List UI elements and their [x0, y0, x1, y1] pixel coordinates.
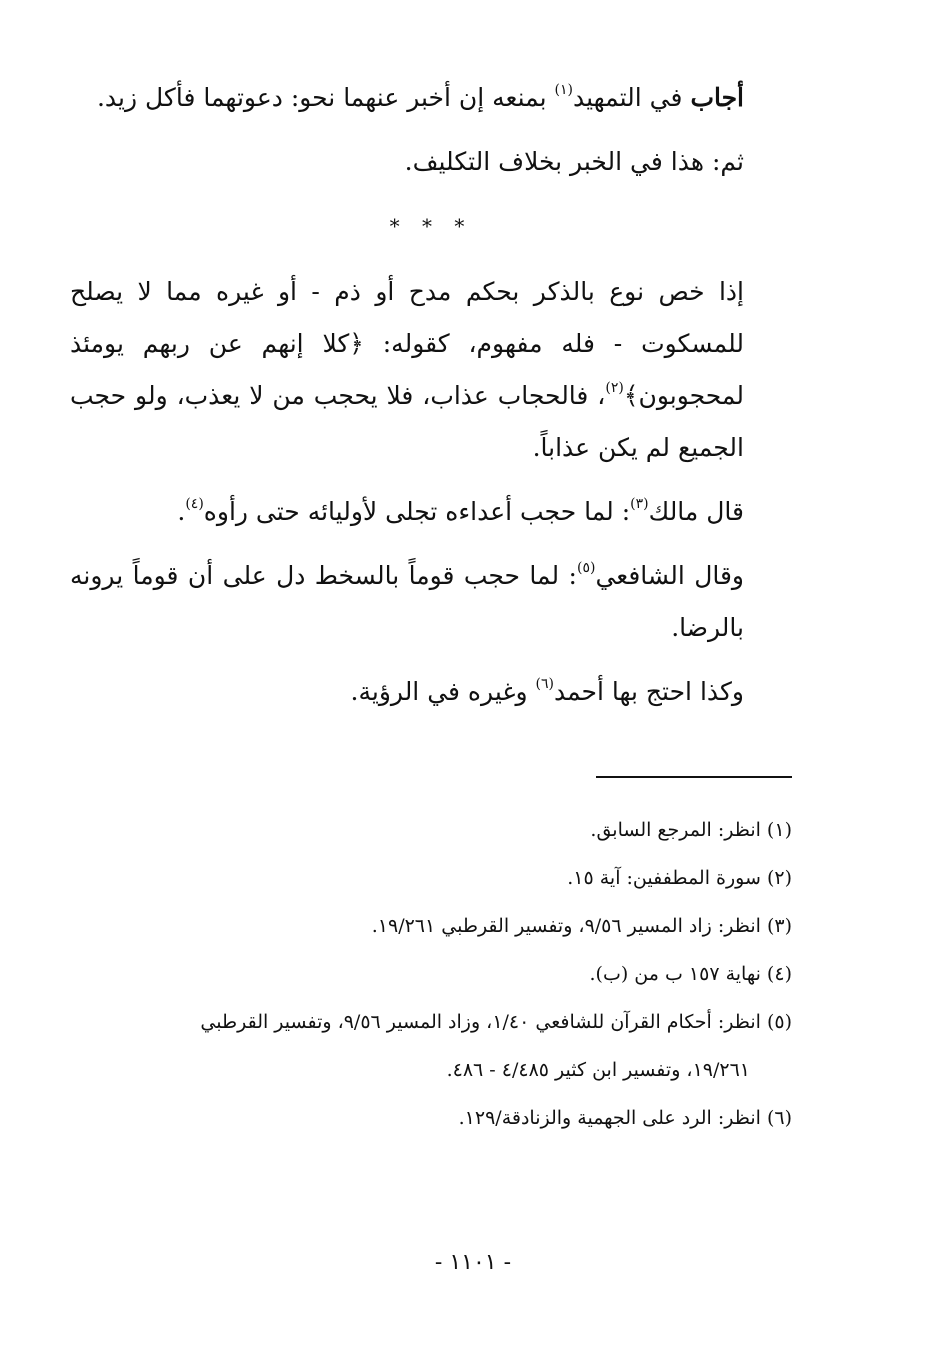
footnote-1: (١) انظر: المرجع السابق. — [590, 819, 792, 841]
paragraph-4 — [70, 486, 792, 538]
footnote-ref-5: (٥) — [576, 560, 596, 576]
section-separator: * * * — [389, 214, 473, 238]
footnotes — [70, 806, 792, 1142]
footnote-ref-2: (٢) — [605, 380, 624, 396]
lead-word: أجاب — [690, 83, 744, 112]
paragraph-3 — [70, 266, 792, 474]
paragraph-1-rest: بمنعه إن أخبر عنهما نحو: دعوتهما فأكل زيد. — [96, 83, 547, 112]
paragraph-6-b: وغيره في الرؤية. — [350, 677, 528, 706]
paragraph-2: ثم: هذا في الخبر بخلاف التكليف. — [404, 147, 744, 176]
paragraph-1-text: في التمهيد — [572, 83, 683, 112]
paragraph-4-a: قال مالك — [648, 497, 744, 526]
page-number: - ١١٠١ - — [434, 1250, 512, 1275]
footnote-divider — [596, 776, 792, 778]
footnote-4: (٤) نهاية ١٥٧ ب من (ب). — [589, 963, 792, 985]
footnote-6: (٦) انظر: الرد على الجهمية والزنادقة/١٢٩. — [458, 1107, 792, 1129]
footnote-ref-4: (٤) — [185, 496, 204, 512]
paragraph-5-b: : لما حجب قوماً بالسخط دل على أن قوماً يرونه بالرضا. — [70, 561, 744, 642]
paragraph-5-a: وقال الشافعي — [595, 561, 744, 590]
paragraph-6-a: وكذا احتج بها أحمد — [553, 677, 744, 706]
paragraph-6 — [70, 666, 792, 718]
footnote-ref-6: (٦) — [535, 676, 554, 692]
paragraph-3-text: إذا خص نوع بالذكر بحكم مدح أو ذم - أو غيره مما لا يصلح للمسكوت - فله مفهوم، كقوله: ﴿كلا إنهم عن ربهم يومئذ لمحجوبون﴾ — [70, 277, 744, 410]
footnote-5-line-2: ١٩/٢٦١، وتفسير ابن كثير ٤/٤٨٥ - ٤٨٦. — [446, 1059, 750, 1081]
footnote-3: (٣) انظر: زاد المسير ٩/٥٦، وتفسير القرطبي ١٩/٢٦١. — [371, 915, 792, 937]
footnote-2: (٢) سورة المطففين: آية ١٥. — [567, 867, 792, 889]
paragraph-4-b: : لما حجب أعداءه تجلى لأوليائه حتى رأوه — [203, 497, 631, 526]
paragraph-4-c: . — [177, 497, 186, 526]
paragraph-3-rest: ، فالحجاب عذاب، فلا يحجب من لا يعذب، ولو حجب الجميع لم يكن عذاباً. — [70, 381, 744, 462]
footnote-5-line-1: (٥) انظر: أحكام القرآن للشافعي ١/٤٠، وزاد المسير ٩/٥٦، وتفسير القرطبي — [200, 1011, 792, 1033]
main-text — [70, 72, 792, 730]
footnote-ref-3: (٣) — [630, 496, 649, 512]
paragraph-1 — [70, 72, 792, 124]
paragraph-5 — [70, 550, 792, 654]
footnote-ref-1: (١) — [554, 82, 573, 98]
